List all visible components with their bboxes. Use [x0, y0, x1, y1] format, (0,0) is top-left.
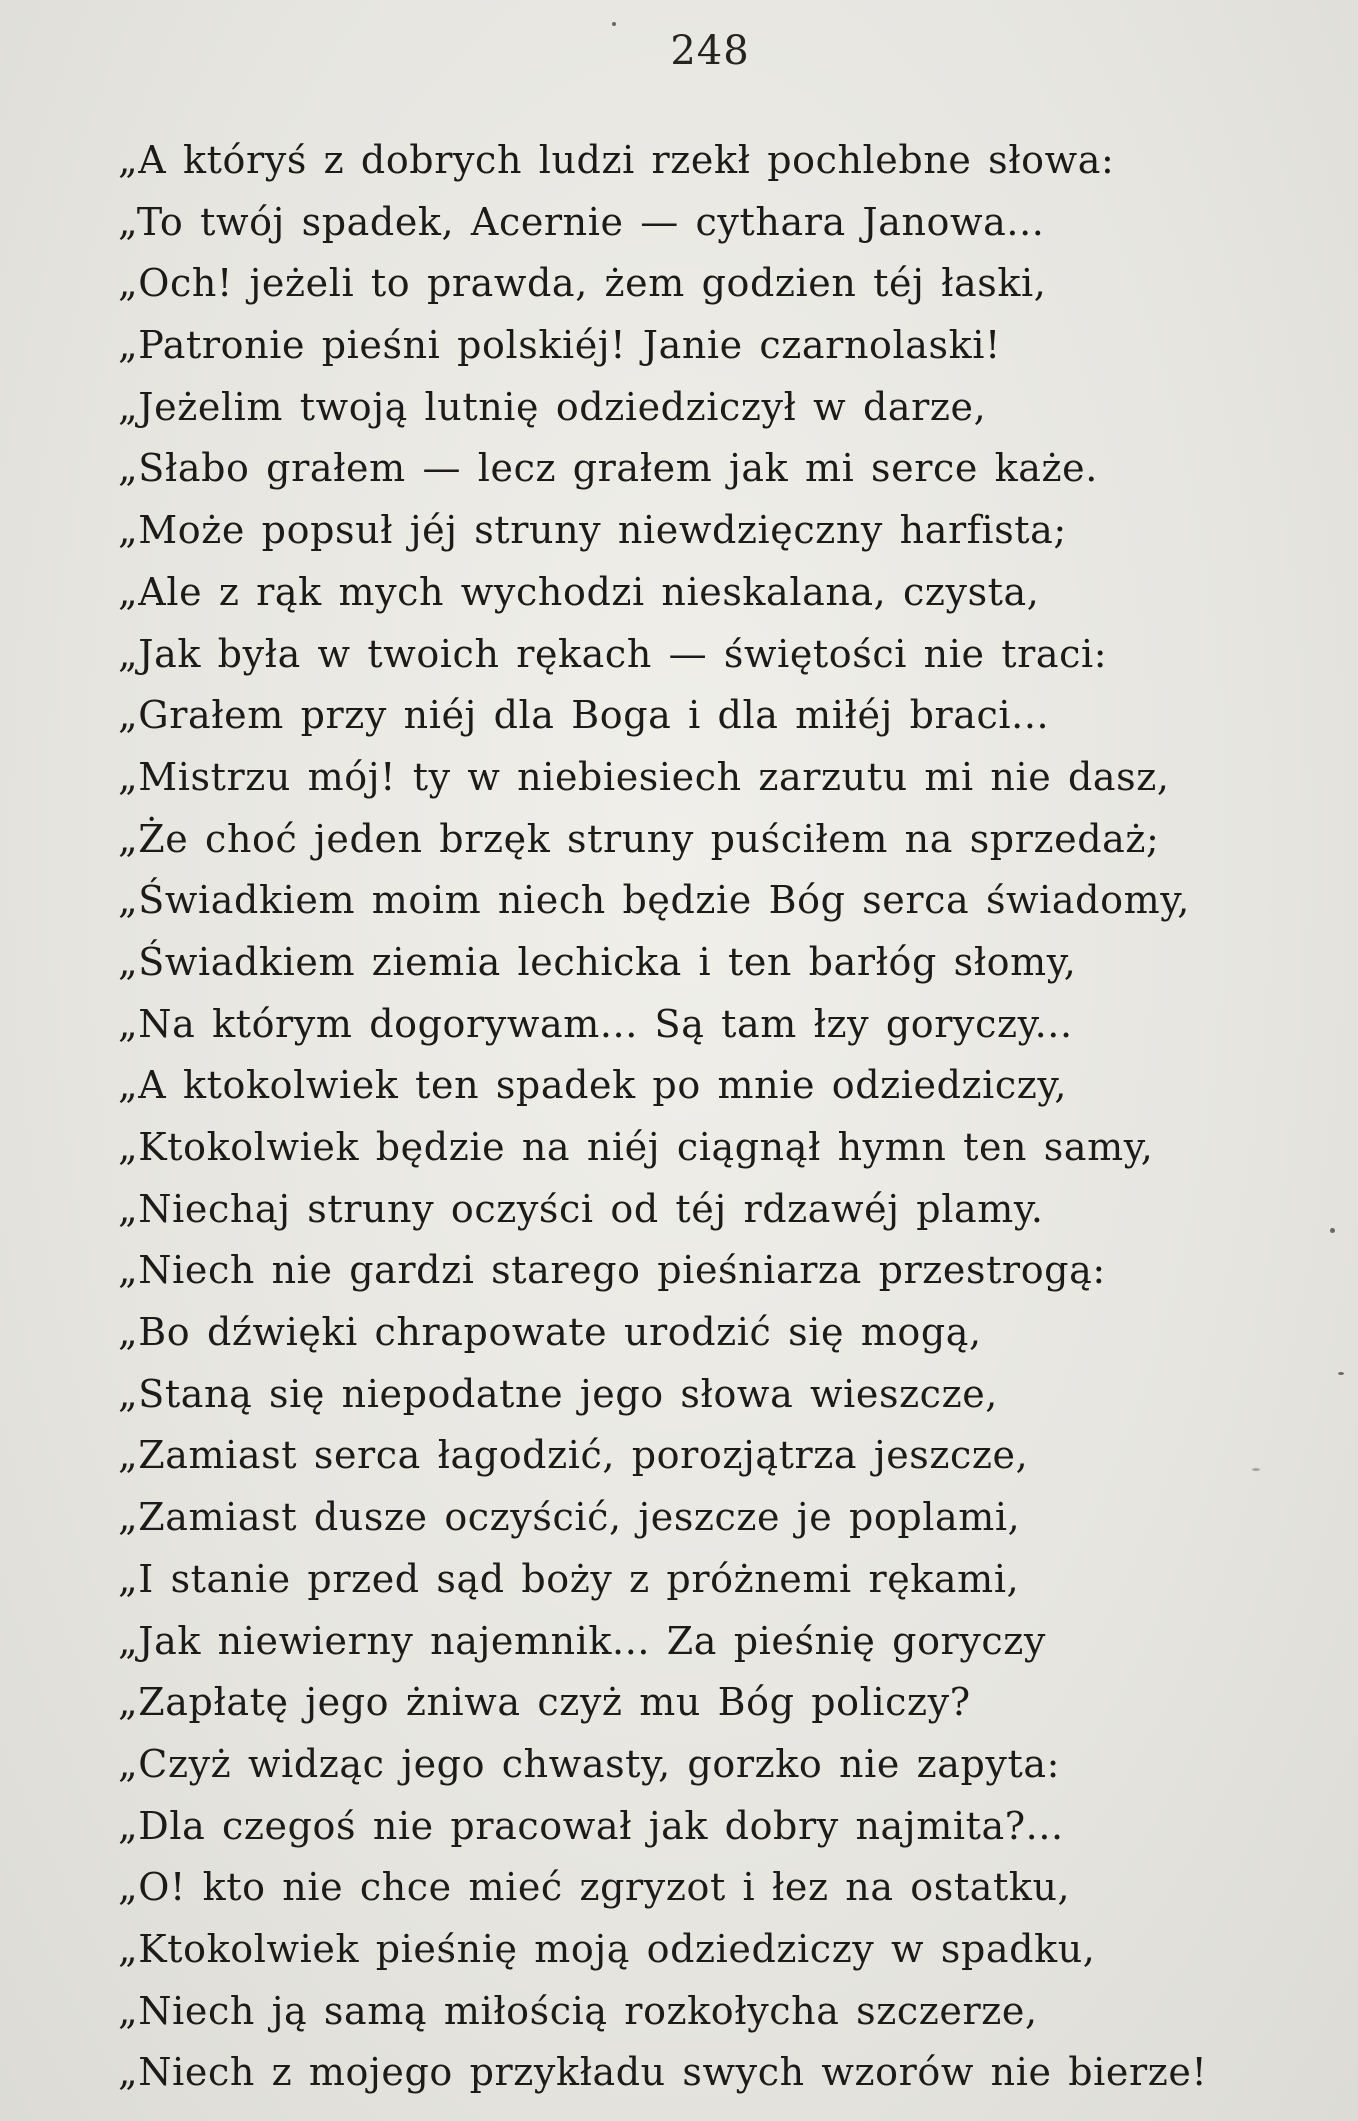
poem-line: „Dla czegoś nie pracował jak dobry najmita?...: [118, 1803, 1064, 1848]
poem-line: „Niech nie gardzi starego pieśniarza przestrogą:: [118, 1248, 1106, 1293]
poem-line: „Ale z rąk mych wychodzi nieskalana, czysta,: [118, 569, 1040, 614]
poem-line: „A któryś z dobrych ludzi rzekł pochlebne słowa:: [118, 138, 1115, 182]
page-number: 248: [670, 28, 750, 74]
poem-text: [118, 130, 1328, 2104]
paper-speck: [1252, 1468, 1260, 1471]
poem-line: „Zamiast serca łagodzić, porozjątrza jeszcze,: [118, 1433, 1029, 1478]
poem-line: „A ktokolwiek ten spadek po mnie odziedziczy,: [118, 1063, 1068, 1108]
paper-speck: [1330, 1228, 1335, 1233]
poem-line: „Zapłatę jego żniwa czyż mu Bóg policzy?: [118, 1680, 971, 1725]
poem-line: „Czyż widząc jego chwasty, gorzko nie zapyta:: [118, 1741, 1060, 1786]
poem-line: „I stanie przed sąd boży z próżnemi rękami,: [118, 1556, 1020, 1601]
poem-line: „Niech ją samą miłością rozkołycha szczerze,: [118, 1988, 1038, 2033]
poem-line: „Patronie pieśni polskiéj! Janie czarnolaski!: [118, 323, 1001, 368]
poem-line: „Jak była w twoich rękach — świętości nie traci:: [118, 631, 1108, 676]
poem-line: „Grałem przy niéj dla Boga i dla miłéj braci...: [118, 693, 1050, 738]
poem-line: „Ktokolwiek będzie na niéj ciągnął hymn ten samy,: [118, 1125, 1154, 1169]
poem-line: „Jak niewierny najemnik... Za pieśnię goryczy: [118, 1618, 1046, 1663]
poem-line: „Świadkiem ziemia lechicka i ten barłóg słomy,: [118, 939, 1077, 984]
paper-speck: [612, 22, 616, 26]
poem-line: „Jeżelim twoją lutnię odziedziczył w darze,: [118, 384, 987, 429]
poem-line: „Zamiast dusze oczyścić, jeszcze je poplami,: [118, 1495, 1021, 1540]
poem-line: „O! kto nie chce mieć zgryzot i łez na ostatku,: [118, 1865, 1071, 1910]
poem-line: „Mistrzu mój! ty w niebiesiech zarzutu mi nie dasz,: [118, 754, 1170, 799]
poem-line: „Staną się niepodatne jego słowa wieszcze,: [118, 1371, 998, 1416]
poem-line: „To twój spadek, Acernie — cythara Janowa...: [118, 199, 1045, 244]
poem-line: „Słabo grałem — lecz grałem jak mi serce każe.: [118, 446, 1098, 491]
poem-line: „Niechaj struny oczyści od téj rdzawéj plamy.: [118, 1186, 1044, 1231]
poem-line: „Bo dźwięki chrapowate urodzić się mogą,: [118, 1310, 982, 1355]
poem-line: „Że choć jeden brzęk struny puściłem na sprzedaż;: [118, 816, 1160, 861]
poem-line: „Och! jeżeli to prawda, żem godzien téj łaski,: [118, 261, 1047, 306]
paper-speck: [1338, 1372, 1344, 1375]
poem-line: „Na którym dogorywam... Są tam łzy goryczy...: [118, 1001, 1073, 1046]
poem-line: „Może popsuł jéj struny niewdzięczny harfista;: [118, 508, 1067, 553]
poem-line: „Ktokolwiek pieśnię moją odziedziczy w spadku,: [118, 1926, 1096, 1971]
poem-line: „Świadkiem moim niech będzie Bóg serca świadomy,: [118, 878, 1190, 923]
poem-line: „Niech z mojego przykładu swych wzorów nie bierze!: [118, 2050, 1208, 2095]
